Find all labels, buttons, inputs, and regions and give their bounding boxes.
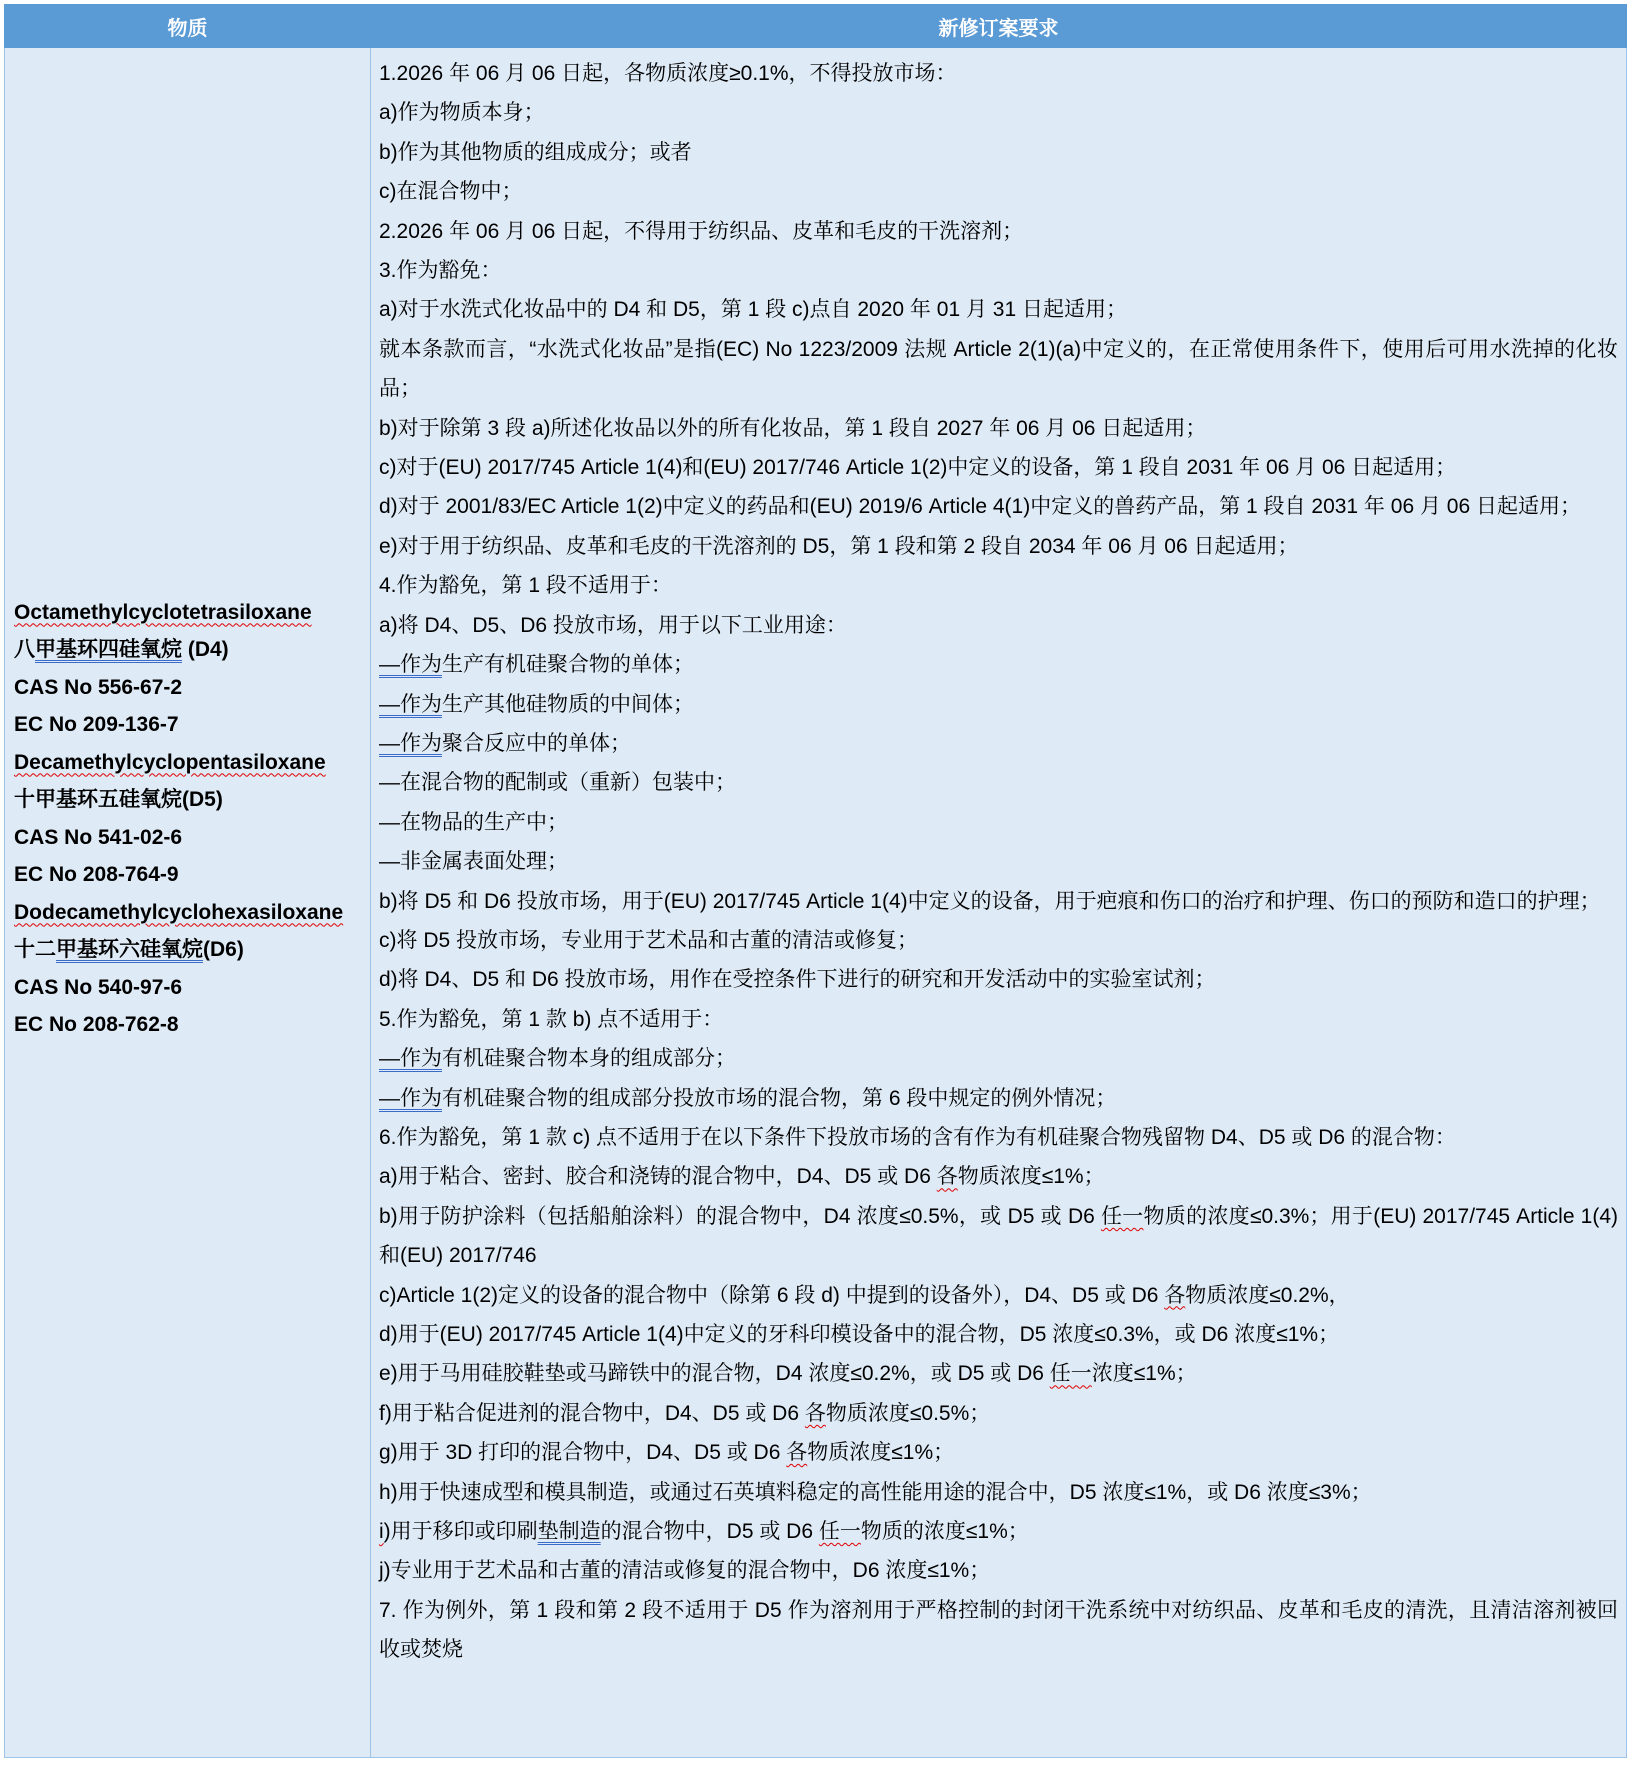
requirement-paragraph xyxy=(379,290,1618,329)
text-segment: a)作为物质本身； xyxy=(379,101,545,125)
substance-line xyxy=(14,931,360,969)
grammar-underline-text: 垫制造 xyxy=(537,1520,601,1544)
text-segment: b)作为其他物质的组成成分；或者 xyxy=(379,140,692,164)
requirement-paragraph xyxy=(379,1079,1618,1118)
text-segment: a)对于水洗式化妆品中的 D4 和 D5，第 1 段 c)点自 2020 年 01 月 31 日起适用； xyxy=(379,298,1127,322)
text-segment: c)对于(EU) 2017/745 Article 1(4)和(EU) 2017/746 Article 1(2)中定义的设备，第 1 段自 2031 年 06 月 06 日起适用； xyxy=(379,456,1457,480)
text-segment: 有机硅聚合物的组成部分投放市场的混合物，第 6 段中规定的例外情况； xyxy=(442,1086,1117,1110)
text-segment: 聚合反应中的单体； xyxy=(442,731,631,755)
requirement-paragraph xyxy=(379,1394,1618,1433)
substance-line xyxy=(14,856,360,894)
text-segment: g)用于 3D 打印的混合物中，D4、D5 或 D6 xyxy=(379,1441,787,1465)
requirement-paragraph xyxy=(379,1157,1618,1196)
table-body xyxy=(5,48,1627,1758)
text-segment: c)在混合物中； xyxy=(379,180,523,204)
requirement-paragraph xyxy=(379,1118,1618,1157)
requirement-paragraph xyxy=(379,1315,1618,1354)
spell-underline-text: 各 xyxy=(936,1165,958,1189)
spell-underline-text: Decamethylcyclopentasiloxane xyxy=(14,750,326,774)
requirement-paragraph xyxy=(379,803,1618,842)
text-segment: CAS No 556-67-2 xyxy=(14,675,183,699)
text-segment: 物质浓度≤1%； xyxy=(957,1165,1105,1189)
substance-cell xyxy=(5,48,371,1758)
text-segment: —在物品的生产中； xyxy=(379,810,568,834)
requirement-paragraph xyxy=(379,842,1618,881)
text-segment: 的混合物中，D5 或 D6 xyxy=(600,1520,819,1544)
grammar-underline-text: —作为 xyxy=(379,1086,442,1110)
requirements-block xyxy=(379,54,1618,1670)
requirement-paragraph xyxy=(379,724,1618,763)
requirement-paragraph xyxy=(379,1591,1618,1670)
requirement-paragraph xyxy=(379,409,1618,448)
requirement-paragraph xyxy=(379,1512,1618,1551)
spell-underline-text: 各 xyxy=(1164,1283,1186,1307)
spell-underline-text: Octamethylcyclotetrasiloxane xyxy=(14,600,312,624)
spell-underline-text: 各 xyxy=(786,1441,808,1465)
substance-line xyxy=(14,1006,360,1044)
requirement-paragraph xyxy=(379,1039,1618,1078)
requirement-paragraph xyxy=(379,54,1618,93)
requirement-paragraph xyxy=(379,566,1618,605)
text-segment: d)对于 2001/83/EC Article 1(2)中定义的药品和(EU) 2019/6 Article 4(1)中定义的兽药产品，第 1 段自 2031 年 06 月 06 日起适用； xyxy=(379,495,1581,519)
text-segment: (D6) xyxy=(203,938,244,961)
text-segment: d)用于(EU) 2017/745 Article 1(4)中定义的牙科印模设备中的混合物，D5 浓度≤0.3%，或 D6 浓度≤1%； xyxy=(379,1323,1340,1346)
requirement-paragraph xyxy=(379,1551,1618,1590)
text-segment: c)将 D5 投放市场，专业用于艺术品和古董的清洁或修复； xyxy=(379,928,919,952)
text-segment: e)用于马用硅胶鞋垫或马蹄铁中的混合物，D4 浓度≤0.2%，或 D5 或 D6 xyxy=(379,1362,1050,1386)
header-cell-requirements: 新修订案要求 xyxy=(371,5,1627,48)
text-segment: 2.2026 年 06 月 06 日起，不得用于纺织品、皮革和毛皮的干洗溶剂； xyxy=(379,219,1024,243)
text-segment: 物质的浓度≤1%； xyxy=(860,1520,1029,1544)
substance-block xyxy=(14,594,360,1044)
substance-line xyxy=(14,631,360,669)
text-segment: b)将 D5 和 D6 投放市场，用于(EU) 2017/745 Article 1(4)中定义的设备，用于疤痕和伤口的治疗和护理、伤口的预防和造口的护理； xyxy=(379,889,1601,913)
text-segment: 十二 xyxy=(14,938,56,961)
spell-underline-text: 各 xyxy=(804,1401,826,1425)
text-segment: b)对于除第 3 段 a)所述化妆品以外的所有化妆品，第 1 段自 2027 年 06 月 06 日起适用； xyxy=(379,416,1207,440)
text-segment: 7. 作为例外，第 1 段和第 2 段不适用于 D5 作为溶剂用于严格控制的封闭干洗系统中对纺织品、皮革和毛皮的清洗，且清洁溶剂被回收或焚烧 xyxy=(379,1598,1618,1662)
text-segment: j)专业用于艺术品和古董的清洁或修复的混合物中，D6 浓度≤1%； xyxy=(379,1559,991,1583)
text-segment: 就本条款而言，“水洗式化妆品”是指(EC) No 1223/2009 法规 Article 2(1)(a)中定义的，在正常使用条件下，使用后可用水洗掉的化妆品； xyxy=(379,337,1619,401)
substance-line xyxy=(14,781,360,819)
grammar-underline-text: —作为 xyxy=(379,653,442,677)
requirement-paragraph xyxy=(379,212,1618,251)
requirement-paragraph xyxy=(379,93,1618,132)
requirement-paragraph xyxy=(379,921,1618,960)
requirement-paragraph xyxy=(379,685,1618,724)
text-segment: 1.2026 年 06 月 06 日起，各物质浓度≥0.1%，不得投放市场： xyxy=(379,62,957,85)
substance-line xyxy=(14,744,360,782)
substance-line xyxy=(14,594,360,632)
text-segment: 八 xyxy=(14,638,35,661)
text-segment: 5.作为豁免，第 1 款 b) 点不适用于： xyxy=(379,1007,724,1031)
requirement-paragraph xyxy=(379,1000,1618,1039)
requirement-paragraph xyxy=(379,172,1618,211)
text-segment: f)用于粘合促进剂的混合物中，D4、D5 或 D6 xyxy=(379,1401,805,1425)
spell-underline-text: Dodecamethylcyclohexasiloxane xyxy=(14,900,344,924)
requirement-paragraph xyxy=(379,1433,1618,1472)
text-segment: h)用于快速成型和模具制造，或通过石英填料稳定的高性能用途的混合中，D5 浓度≤1%，或 D6 浓度≤3%； xyxy=(379,1480,1372,1504)
text-segment: c)Article 1(2)定义的设备的混合物中（除第 6 段 d) 中提到的设备外），D4、D5 或 D6 xyxy=(379,1283,1165,1307)
table-row xyxy=(5,48,1627,1758)
substance-line xyxy=(14,894,360,932)
requirement-paragraph xyxy=(379,1276,1618,1315)
text-segment: 十甲基环五硅氧烷(D5) xyxy=(14,788,223,811)
text-segment: CAS No 540-97-6 xyxy=(14,975,183,999)
requirement-paragraph xyxy=(379,1197,1618,1276)
text-segment: 物质的浓度≤0.3%；用于(EU) 2017/745 Article 1(4)和(EU) 2017/746 xyxy=(379,1204,1618,1268)
grammar-underline-text: —作为 xyxy=(379,692,442,716)
text-segment: 浓度≤1%； xyxy=(1091,1362,1197,1386)
requirement-paragraph xyxy=(379,487,1618,526)
text-segment: e)对于用于纺织品、皮革和毛皮的干洗溶剂的 D5，第 1 段和第 2 段自 2034 年 06 月 06 日起适用； xyxy=(379,534,1299,558)
text-segment: —在混合物的配制或（重新）包装中； xyxy=(379,771,736,795)
text-segment: —非金属表面处理； xyxy=(379,850,568,874)
grammar-underline-text: —作为 xyxy=(379,1047,442,1071)
requirement-paragraph xyxy=(379,606,1618,645)
regulation-table xyxy=(4,4,1627,1758)
text-segment: 物质浓度≤0.5%； xyxy=(825,1401,991,1425)
text-segment: 物质浓度≤0.2%， xyxy=(1185,1283,1350,1307)
requirement-paragraph xyxy=(379,448,1618,487)
text-segment: (D4) xyxy=(182,638,229,661)
text-segment: EC No 209-136-7 xyxy=(14,713,179,736)
text-segment: 3.作为豁免： xyxy=(379,259,502,283)
text-segment: b)用于防护涂料（包括船舶涂料）的混合物中，D4 浓度≤0.5%，或 D5 或 D6 xyxy=(379,1204,1101,1228)
requirement-paragraph xyxy=(379,1473,1618,1512)
text-segment: EC No 208-762-8 xyxy=(14,1013,179,1036)
requirement-paragraph xyxy=(379,763,1618,802)
text-segment: d)将 D4、D5 和 D6 投放市场，用作在受控条件下进行的研究和开发活动中的实验室试剂； xyxy=(379,968,1216,992)
requirement-paragraph xyxy=(379,1354,1618,1393)
grammar-underline-text: 甲基环四硅氧烷 xyxy=(35,638,182,661)
text-segment: 有机硅聚合物本身的组成部分； xyxy=(442,1047,736,1071)
grammar-underline-text: —作为 xyxy=(379,731,442,755)
spell-underline-text: i xyxy=(379,1520,384,1544)
grammar-underline-text: 甲基环六硅氧烷 xyxy=(56,938,203,961)
text-segment: 生产有机硅聚合物的单体； xyxy=(442,653,694,677)
text-segment: 4.作为豁免，第 1 段不适用于： xyxy=(379,574,672,598)
spell-underline-text: 任一 xyxy=(1100,1204,1144,1228)
text-segment: 6.作为豁免，第 1 款 c) 点不适用于在以下条件下投放市场的含有作为有机硅聚合物残留物 D4、D5 或 D6 的混合物： xyxy=(379,1125,1456,1149)
substance-line xyxy=(14,969,360,1007)
requirement-paragraph xyxy=(379,960,1618,999)
requirement-paragraph xyxy=(379,251,1618,290)
spell-underline-text: 任一 xyxy=(818,1520,861,1544)
table-header-row xyxy=(5,5,1627,48)
text-segment: EC No 208-764-9 xyxy=(14,863,179,886)
requirements-cell xyxy=(371,48,1627,1758)
text-segment: 物质浓度≤1%； xyxy=(807,1441,955,1465)
requirement-paragraph xyxy=(379,133,1618,172)
requirement-paragraph xyxy=(379,645,1618,684)
text-segment: a)用于粘合、密封、胶合和浇铸的混合物中，D4、D5 或 D6 xyxy=(379,1165,937,1189)
spell-underline-text: 任一 xyxy=(1049,1362,1092,1386)
requirement-paragraph xyxy=(379,527,1618,566)
text-segment: 生产其他硅物质的中间体； xyxy=(442,692,694,716)
substance-line xyxy=(14,706,360,744)
text-segment: CAS No 541-02-6 xyxy=(14,825,183,849)
requirement-paragraph xyxy=(379,882,1618,921)
text-segment: )用于移印或印刷 xyxy=(383,1520,538,1544)
header-cell-substance: 物质 xyxy=(5,5,371,48)
substance-line xyxy=(14,819,360,857)
requirement-paragraph xyxy=(379,330,1618,409)
text-segment: a)将 D4、D5、D6 投放市场，用于以下工业用途： xyxy=(379,613,847,637)
substance-line xyxy=(14,669,360,707)
